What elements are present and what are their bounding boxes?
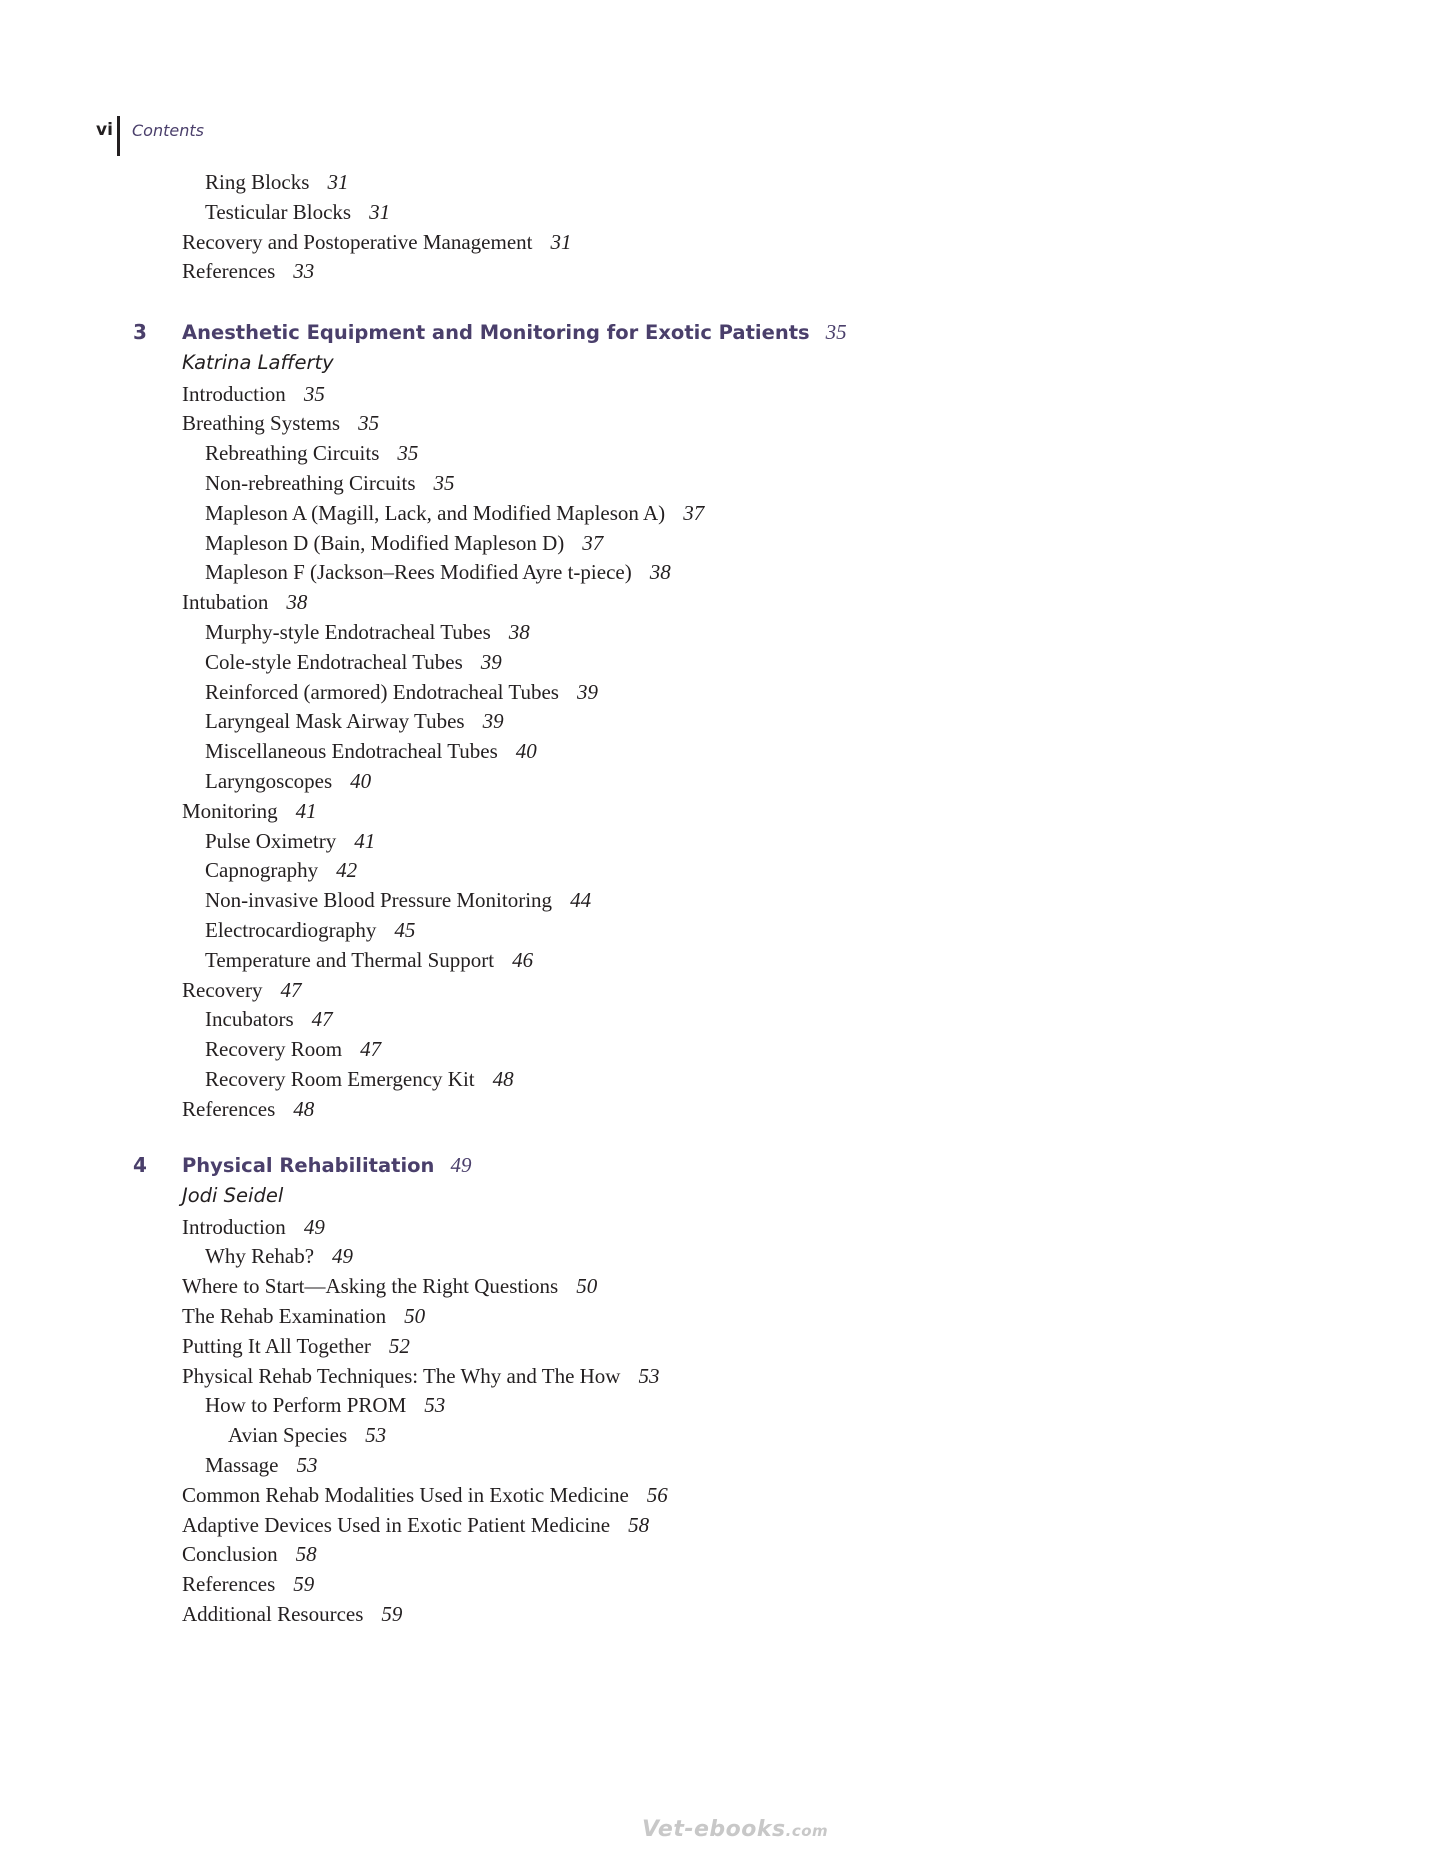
toc-entry[interactable] xyxy=(182,588,307,617)
toc-entry-title: Laryngeal Mask Airway Tubes xyxy=(205,709,465,734)
toc-entry[interactable] xyxy=(205,856,357,885)
toc-entry[interactable] xyxy=(182,797,317,826)
toc-entry-page: 33 xyxy=(293,259,315,284)
toc-entry-title: How to Perform PROM xyxy=(205,1393,407,1418)
toc-entry[interactable] xyxy=(182,228,571,257)
toc-entry[interactable] xyxy=(182,257,314,286)
toc-entry-title: Temperature and Thermal Support xyxy=(205,947,495,972)
toc-entry[interactable] xyxy=(205,648,502,677)
toc-entry-title: References xyxy=(182,259,276,284)
toc-entry-page: 38 xyxy=(286,590,308,615)
toc-entry-title: Cole-style Endotracheal Tubes xyxy=(205,649,463,674)
toc-entry-page: 46 xyxy=(512,947,534,972)
toc-entry[interactable] xyxy=(182,1511,649,1540)
toc-entry-page: 39 xyxy=(576,679,598,704)
page-number: vi xyxy=(96,120,113,140)
toc-entry-title: Rebreathing Circuits xyxy=(205,441,380,466)
toc-entry-page: 31 xyxy=(327,170,349,194)
toc-entry[interactable] xyxy=(182,1600,402,1629)
toc-entry[interactable] xyxy=(205,1035,381,1064)
toc-entry-title: Ring Blocks xyxy=(205,170,310,194)
toc-entry-title: Massage xyxy=(205,1453,279,1477)
chapter-number: 3 xyxy=(133,320,147,344)
toc-entry-page: 48 xyxy=(492,1067,514,1091)
toc-entry-page: 37 xyxy=(683,500,705,525)
toc-entry[interactable] xyxy=(205,678,598,707)
toc-entry-title: Miscellaneous Endotracheal Tubes xyxy=(205,739,498,764)
toc-entry[interactable] xyxy=(182,976,301,1005)
toc-entry-page: 47 xyxy=(311,1007,333,1032)
chapter-author: Jodi Seidel xyxy=(182,1183,284,1207)
toc-entry-page: 41 xyxy=(295,798,317,823)
toc-entry[interactable] xyxy=(182,1362,659,1391)
toc-entry[interactable] xyxy=(228,1421,386,1450)
toc-entry-page: 48 xyxy=(293,1096,315,1121)
toc-entry-page: 39 xyxy=(480,649,502,674)
toc-entry[interactable] xyxy=(205,737,537,766)
toc-entry[interactable] xyxy=(205,946,533,975)
toc-entry-title: References xyxy=(182,1572,276,1597)
toc-entry-title: Physical Rehab Techniques: The Why and The How xyxy=(182,1363,621,1388)
toc-entry-title: Incubators xyxy=(205,1007,294,1032)
chapter-page: 49 xyxy=(450,1153,472,1177)
toc-entry-title: Electrocardiography xyxy=(205,918,377,942)
toc-entry-page: 53 xyxy=(296,1453,318,1477)
toc-entry-page: 40 xyxy=(350,769,372,793)
chapter-title-text: Physical Rehabilitation xyxy=(182,1154,435,1177)
toc-entry-title: Monitoring xyxy=(182,798,278,823)
toc-entry-page: 31 xyxy=(550,229,572,254)
toc-entry[interactable] xyxy=(182,409,379,438)
toc-entry-page: 53 xyxy=(365,1423,387,1448)
toc-entry[interactable] xyxy=(205,827,375,856)
toc-entry[interactable] xyxy=(182,1095,314,1124)
toc-entry[interactable] xyxy=(205,1065,514,1094)
toc-entry-page: 35 xyxy=(303,381,325,406)
toc-entry[interactable] xyxy=(205,767,371,796)
toc-entry-page: 59 xyxy=(381,1602,403,1626)
toc-entry-title: Intubation xyxy=(182,590,269,615)
toc-entry-title: Where to Start—Asking the Right Questions xyxy=(182,1274,559,1299)
toc-entry-page: 47 xyxy=(280,977,302,1002)
toc-entry[interactable] xyxy=(205,1005,333,1034)
toc-entry-page: 37 xyxy=(582,530,604,555)
toc-entry[interactable] xyxy=(182,1272,597,1301)
toc-entry-page: 49 xyxy=(332,1244,354,1269)
toc-entry-page: 35 xyxy=(397,441,419,466)
toc-entry-title: Reinforced (armored) Endotracheal Tubes xyxy=(205,679,559,704)
toc-entry-title: Recovery Room xyxy=(205,1037,343,1062)
toc-entry-title: Non-rebreathing Circuits xyxy=(205,471,416,495)
toc-entry-title: Pulse Oximetry xyxy=(205,828,337,853)
toc-entry[interactable] xyxy=(182,1302,425,1331)
toc-entry-title: Murphy-style Endotracheal Tubes xyxy=(205,620,491,644)
toc-entry[interactable] xyxy=(205,499,704,528)
toc-entry[interactable] xyxy=(182,1332,410,1361)
toc-entry-page: 41 xyxy=(354,828,376,853)
toc-entry[interactable] xyxy=(205,886,591,915)
toc-entry[interactable] xyxy=(205,618,530,647)
toc-entry[interactable] xyxy=(205,198,390,227)
toc-entry-page: 40 xyxy=(515,739,537,764)
toc-entry-page: 58 xyxy=(628,1512,650,1537)
toc-entry-title: Recovery xyxy=(182,977,263,1002)
toc-entry-title: Putting It All Together xyxy=(182,1333,371,1358)
toc-entry-page: 38 xyxy=(649,560,671,585)
toc-entry-title: Conclusion xyxy=(182,1542,278,1567)
toc-entry-title: Introduction xyxy=(182,1214,286,1239)
toc-entry-page: 35 xyxy=(358,411,380,436)
toc-entry-page: 38 xyxy=(508,620,530,644)
toc-entry-title: Introduction xyxy=(182,381,286,406)
toc-entry[interactable] xyxy=(205,916,415,945)
toc-entry[interactable] xyxy=(182,1213,325,1242)
toc-entry-page: 35 xyxy=(433,471,455,495)
toc-entry-title: Breathing Systems xyxy=(182,411,341,436)
toc-entry-title: Laryngoscopes xyxy=(205,769,333,793)
chapter-title[interactable] xyxy=(182,1153,471,1178)
toc-entry[interactable] xyxy=(182,1481,668,1510)
toc-entry-title: Adaptive Devices Used in Exotic Patient Medicine xyxy=(182,1512,611,1537)
chapter-author: Katrina Lafferty xyxy=(182,350,334,374)
toc-entry-page: 39 xyxy=(482,709,504,734)
toc-entry[interactable] xyxy=(205,469,455,498)
chapter-title[interactable] xyxy=(182,320,847,345)
toc-entry-title: Recovery Room Emergency Kit xyxy=(205,1067,475,1091)
toc-entry-page: 49 xyxy=(303,1214,325,1239)
toc-entry-page: 59 xyxy=(293,1572,315,1597)
toc-entry[interactable] xyxy=(182,1540,317,1569)
toc-entry-page: 56 xyxy=(646,1482,668,1507)
toc-entry-title: Testicular Blocks xyxy=(205,199,352,224)
toc-entry-page: 58 xyxy=(295,1542,317,1567)
toc-entry-page: 50 xyxy=(576,1274,598,1299)
toc-entry-page: 45 xyxy=(394,918,416,942)
toc-entry[interactable] xyxy=(182,380,325,409)
toc-entry-page: 47 xyxy=(360,1037,382,1062)
toc-entry-page: 31 xyxy=(369,199,391,224)
toc-entry[interactable] xyxy=(205,529,603,558)
toc-entry[interactable] xyxy=(205,439,418,468)
toc-entry-title: Non-invasive Blood Pressure Monitoring xyxy=(205,888,553,913)
toc-entry[interactable] xyxy=(205,558,671,587)
toc-entry-page: 52 xyxy=(388,1333,410,1358)
running-head-title: Contents xyxy=(132,121,204,140)
toc-entry-title: Why Rehab? xyxy=(205,1244,315,1269)
toc-entry-page: 53 xyxy=(424,1393,446,1418)
toc-entry-title: Recovery and Postoperative Management xyxy=(182,229,533,254)
toc-entry-title: Capnography xyxy=(205,858,319,883)
toc-entry[interactable] xyxy=(182,1570,314,1599)
toc-entry[interactable] xyxy=(205,1451,317,1480)
toc-entry-page: 50 xyxy=(404,1304,426,1328)
toc-entry-title: Common Rehab Modalities Used in Exotic Medicine xyxy=(182,1482,629,1507)
toc-entry-title: Mapleson D (Bain, Modified Mapleson D) xyxy=(205,530,565,555)
toc-entry[interactable] xyxy=(205,707,504,736)
toc-entry-title: The Rehab Examination xyxy=(182,1304,387,1328)
chapter-title-text: Anesthetic Equipment and Monitoring for Exotic Patients xyxy=(182,321,810,344)
toc-entry[interactable] xyxy=(205,1242,353,1271)
toc-entry-page: 42 xyxy=(336,858,358,883)
toc-entry-title: Mapleson F (Jackson–Rees Modified Ayre t-piece) xyxy=(205,560,632,585)
toc-entry-title: Avian Species xyxy=(228,1423,348,1448)
toc-entry-title: References xyxy=(182,1096,276,1121)
chapter-page: 35 xyxy=(825,320,847,344)
running-head-rule xyxy=(117,116,120,156)
chapter-number: 4 xyxy=(133,1153,147,1177)
toc-entry-page: 53 xyxy=(638,1363,660,1388)
toc-entry[interactable] xyxy=(205,168,348,197)
toc-entry-title: Additional Resources xyxy=(182,1602,364,1626)
watermark-logo: Vet-ebooks.com xyxy=(642,1817,829,1842)
toc-entry-page: 44 xyxy=(570,888,592,913)
toc-entry-title: Mapleson A (Magill, Lack, and Modified Mapleson A) xyxy=(205,500,666,525)
toc-entry[interactable] xyxy=(205,1391,445,1420)
